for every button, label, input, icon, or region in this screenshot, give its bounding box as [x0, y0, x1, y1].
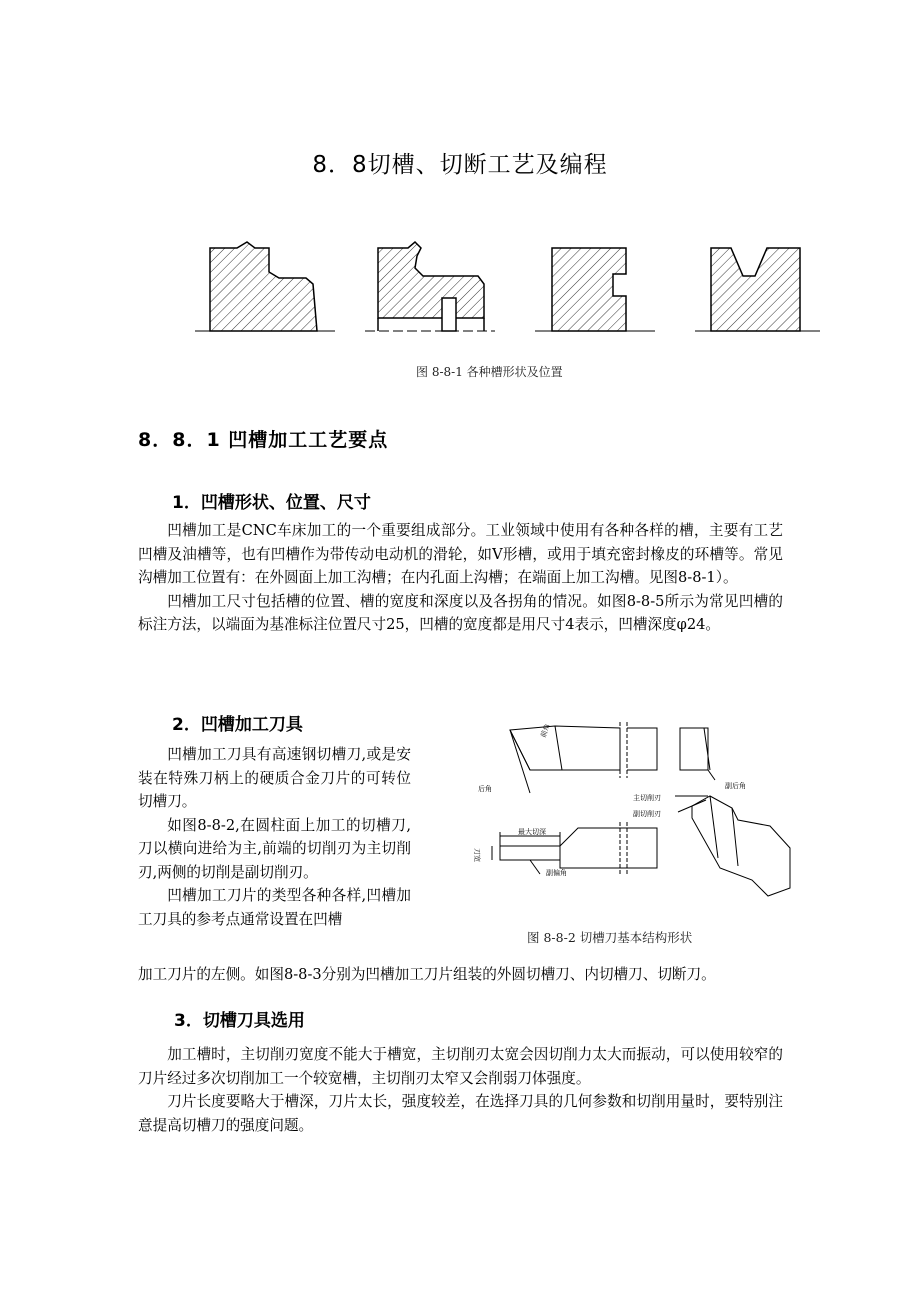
paragraph: 如图8-8-2,在圆柱面上加工的切槽刀,刀以横向进给为主,前端的切削刃为主切削刃,两侧的切削是副切削刃。 — [138, 816, 411, 881]
subsection-3-heading: 3．切槽刀具选用 — [174, 1011, 305, 1031]
subsection-3-body — [138, 1043, 783, 1137]
label-edge-width: 刀宽 — [473, 848, 481, 862]
label-aux-rear-angle: 副后角 — [725, 782, 746, 790]
label-rear-angle: 后角 — [478, 785, 492, 793]
subsection-2-body — [138, 743, 411, 931]
figure-1-caption: 图 8-8-1 各种槽形状及位置 — [416, 365, 563, 379]
figure-grooving-tool — [470, 718, 810, 918]
paragraph: 凹槽加工是CNC车床加工的一个重要组成部分。工业领域中使用有各种各样的槽，主要有工艺凹槽及油槽等，也有凹槽作为带传动电动机的滑轮，如V形槽，或用于填充密封橡皮的环槽等。常见沟槽加工位置有：在外圆面上加工沟槽；在内孔面上沟槽；在端面上加工沟槽。见图8-8-1）。 — [138, 522, 783, 586]
page-title: 8．8切槽、切断工艺及编程 — [312, 152, 608, 178]
figure-2-caption: 图 8-8-2 切槽刀基本结构形状 — [527, 930, 693, 945]
paragraph: 凹槽加工刀具有高速钢切槽刀,或是安装在特殊刀柄上的硬质合金刀片的可转位切槽刀。 — [138, 746, 411, 810]
section-heading: 8．8．1 凹槽加工工艺要点 — [138, 429, 389, 451]
paragraph: 凹槽加工刀片的类型各种各样,凹槽加工刀具的参考点通常设置在凹槽 — [138, 887, 411, 928]
label-front-angle: 前角 — [539, 722, 552, 739]
paragraph: 加工槽时，主切削刃宽度不能大于槽宽，主切削刃太宽会因切削力太大而振动，可以使用较窄的刀片经过多次切削加工一个较宽槽，主切削刃太窄又会削弱刀体强度。 — [138, 1046, 783, 1087]
subsection-1-body — [138, 519, 783, 637]
groove-shape-inner — [365, 242, 495, 331]
paragraph-continuation: 加工刀片的左侧。如图8-8-3分别为凹槽加工刀片组装的外圆切槽刀、内切槽刀、切断刀。 — [138, 966, 716, 983]
subsection-1-heading: 1．凹槽形状、位置、尺寸 — [172, 493, 371, 513]
figure-groove-shapes — [195, 238, 835, 338]
groove-shape-v — [695, 248, 820, 331]
label-aux-deflection: 副偏角 — [546, 869, 567, 877]
groove-shape-end-face — [535, 248, 655, 331]
label-main-edge: 主切削刃 — [633, 794, 661, 802]
label-aux-edge: 副切削刃 — [633, 810, 661, 818]
paragraph: 刀片长度要略大于槽深，刀片太长，强度较差，在选择刀具的几何参数和切削用量时，要特别注意提高切槽刀的强度问题。 — [138, 1093, 783, 1134]
paragraph: 凹槽加工尺寸包括槽的位置、槽的宽度和深度以及各拐角的情况。如图8-8-5所示为常见凹槽的标注方法，以端面为基准标注位置尺寸25，凹槽的宽度都是用尺寸4表示，凹槽深度φ24。 — [138, 592, 783, 633]
groove-shape-outer — [195, 242, 335, 331]
label-max-depth: 最大切深 — [518, 828, 546, 836]
subsection-2-heading: 2．凹槽加工刀具 — [172, 715, 303, 735]
